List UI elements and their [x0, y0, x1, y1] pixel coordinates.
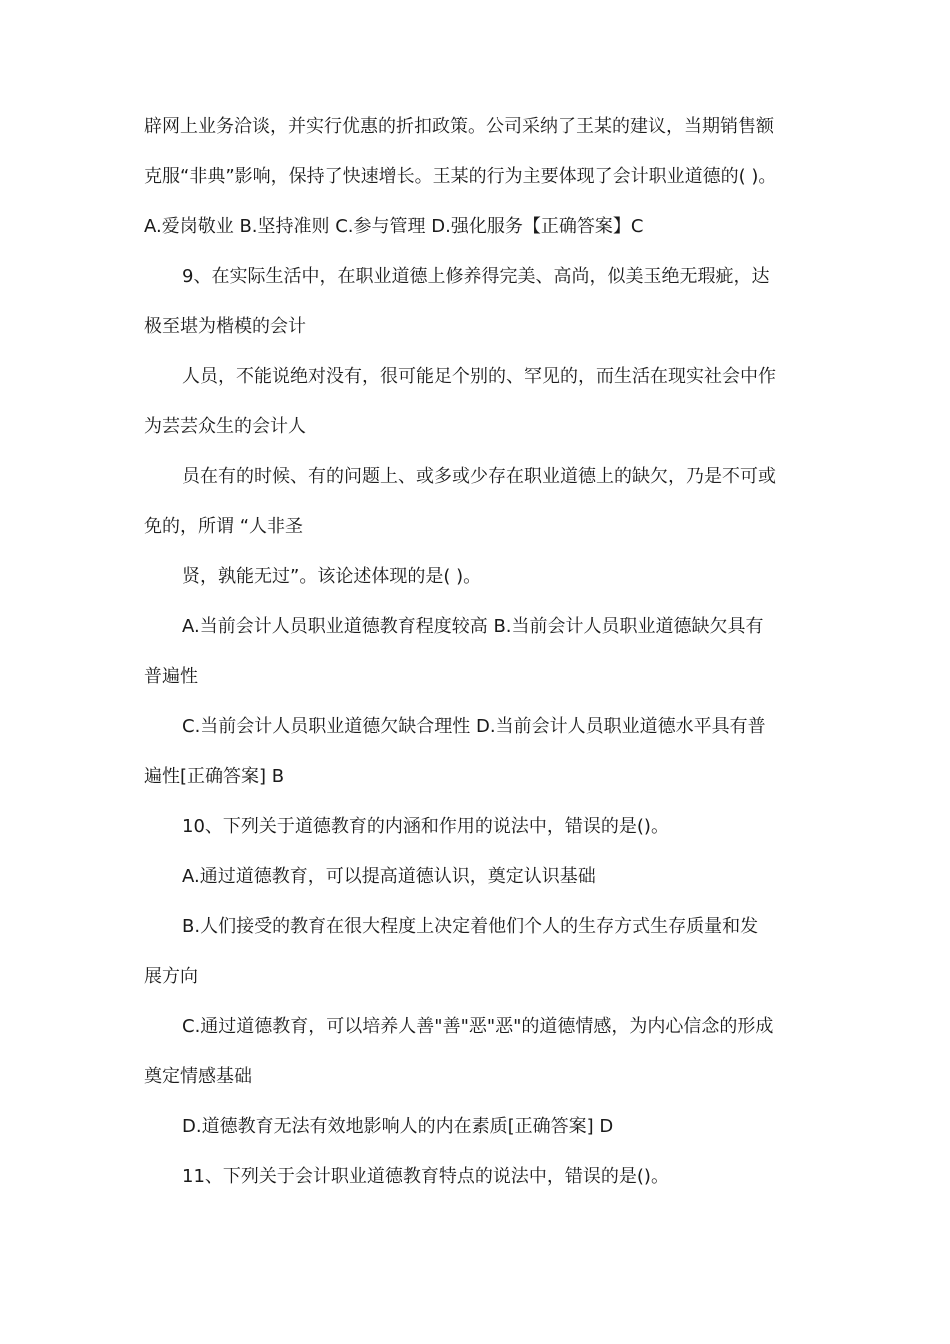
question-9-option-b-cont: 普遍性 — [144, 666, 198, 687]
question-10-option-c: C.通过道德教育，可以培养人善"善"恶"恶"的道德情感，为内心信念的形成 — [182, 1016, 774, 1037]
document-body — [144, 102, 824, 1202]
question-9-line-3: 人员，不能说绝对没有，很可能足个别的、罕见的，而生活在现实社会中作 — [182, 366, 776, 387]
question-9-option-cd: C.当前会计人员职业道德欠缺合理性 D.当前会计人员职业道德水平具有普 — [182, 716, 766, 737]
question-10-option-b: B.人们接受的教育在很大程度上决定着他们个人的生存方式生存质量和发 — [182, 916, 759, 937]
question-9-line-6: 免的，所谓 “人非圣 — [144, 516, 304, 537]
question-10-option-c-cont: 奠定情感基础 — [144, 1066, 252, 1087]
question-10-option-a: A.通过道德教育，可以提高道德认识，奠定认识基础 — [182, 866, 596, 887]
question-11-stem: 11、下列关于会计职业道德教育特点的说法中，错误的是()。 — [182, 1166, 669, 1187]
question-10-stem: 10、下列关于道德教育的内涵和作用的说法中，错误的是()。 — [182, 816, 669, 837]
text-line-1: 辟网上业务洽谈，并实行优惠的折扣政策。公司采纳了王某的建议，当期销售额 — [144, 116, 774, 137]
question-9-option-ab: A.当前会计人员职业道德教育程度较高 B.当前会计人员职业道德缺欠具有 — [182, 616, 764, 637]
question-10-option-b-cont: 展方向 — [144, 966, 198, 987]
question-9-line-4: 为芸芸众生的会计人 — [144, 416, 306, 437]
question-10-option-d-answer: D.道德教育无法有效地影响人的内在素质[正确答案] D — [182, 1116, 614, 1137]
text-line-3: A.爱岗敬业 B.坚持准则 C.参与管理 D.强化服务【正确答案】C — [144, 216, 644, 237]
question-9-answer: 遍性[正确答案] B — [144, 766, 285, 787]
question-9-line-2: 极至堪为楷模的会计 — [144, 316, 306, 337]
question-9-line-5: 员在有的时候、有的问题上、或多或少存在职业道德上的缺欠，乃是不可或 — [182, 466, 776, 487]
text-line-2: 克服“非典”影响，保持了快速增长。王某的行为主要体现了会计职业道德的( )。 — [144, 166, 777, 187]
question-9-line-1: 9、在实际生活中，在职业道德上修养得完美、高尚，似美玉绝无瑕疵，达 — [182, 266, 770, 287]
question-9-line-7: 贤，孰能无过”。该论述体现的是( )。 — [182, 566, 482, 587]
